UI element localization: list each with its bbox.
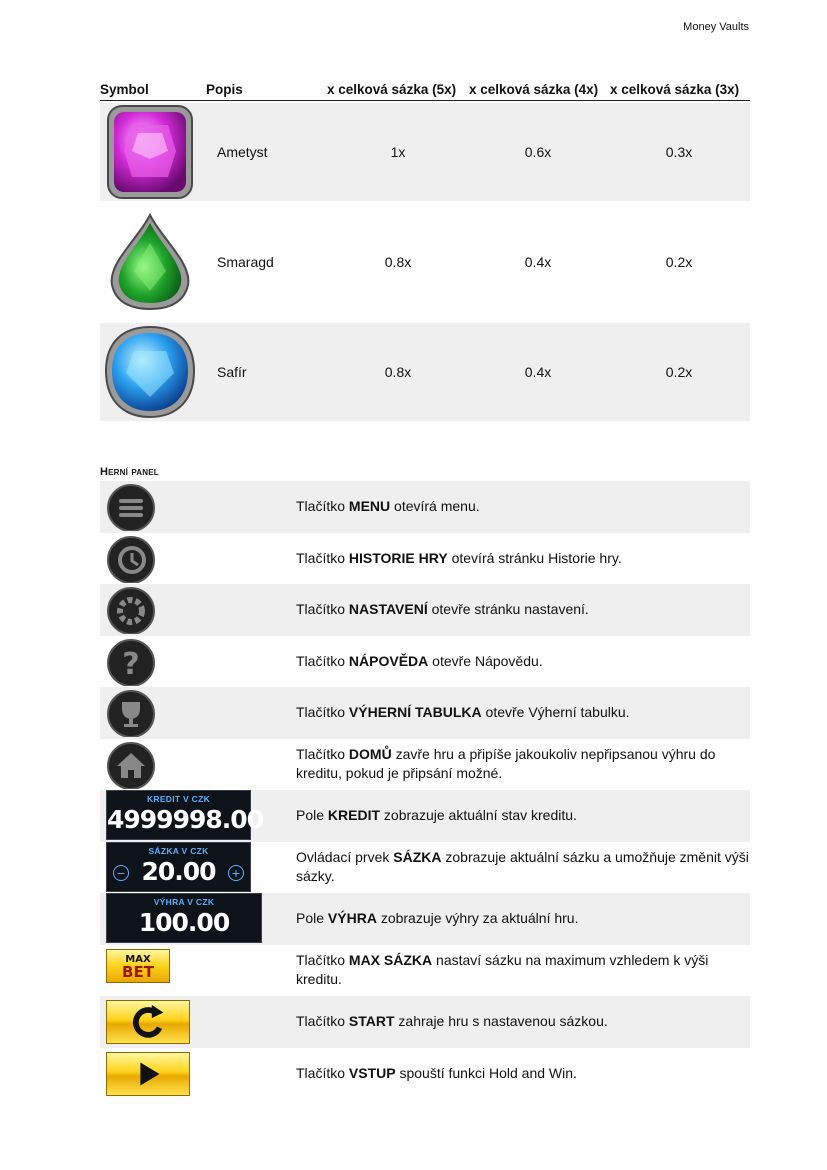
credit-value: 4999998.00 [107, 805, 264, 834]
row-description: Tlačítko HISTORIE HRY otevírá stránku Historie hry. [296, 549, 622, 566]
panel-row-maxbet [100, 945, 750, 997]
bet-plus-icon[interactable]: + [228, 865, 244, 881]
panel-row-paytable [100, 687, 750, 739]
col-4x: x celková sázka (4x) [469, 82, 599, 97]
payout-3x: 0.3x [665, 144, 693, 160]
panel-row-credit [100, 790, 750, 842]
row-description: Tlačítko VÝHERNÍ TABULKA otevře Výherní tabulku. [296, 704, 630, 720]
panel-row-settings [100, 584, 750, 636]
home-icon [105, 741, 255, 789]
row-description: Ovládací prvek SÁZKA zobrazuje aktuální sázku a umožňuje změnit výši sázky. [296, 848, 749, 884]
payout-5x: 1x [390, 144, 406, 160]
panel-row-menu [100, 481, 750, 533]
spin-icon [106, 1000, 190, 1044]
col-3x: x celková sázka (3x) [610, 82, 740, 97]
payout-4x: 0.4x [524, 254, 552, 270]
max-bet-line2: BET [122, 962, 154, 981]
panel-title: Herní panel [100, 466, 159, 478]
panel-row-bet [100, 842, 750, 894]
paytable-header [100, 80, 750, 101]
win-label: VÝHRA V CZK [153, 897, 215, 907]
game-panel [100, 481, 750, 1099]
row-description: Tlačítko MENU otevírá menu. [296, 498, 480, 514]
row-description: Tlačítko START zahraje hru s nastavenou sázkou. [296, 1013, 608, 1029]
col-popis: Popis [206, 82, 243, 97]
row-description: Tlačítko MAX SÁZKA nastaví sázku na maximum vzhledem k výši kreditu. [296, 951, 709, 987]
bet-value: 20.00 [141, 856, 216, 886]
max-bet-icon [106, 949, 170, 983]
play-icon [106, 1052, 190, 1096]
win-display [106, 893, 262, 943]
row-description: Pole VÝHRA zobrazuje výhry za aktuální hru. [296, 910, 579, 926]
svg-text:?: ? [122, 646, 140, 682]
emerald-gem-icon [102, 213, 198, 311]
payout-5x: 0.8x [384, 364, 412, 380]
max-bet-line1: MAX [125, 953, 151, 965]
bet-display [106, 842, 251, 892]
paytable-row-ametyst [100, 103, 750, 201]
trophy-icon [105, 689, 255, 737]
panel-row-history [100, 533, 750, 585]
panel-row-home [100, 739, 750, 791]
panel-row-enter [100, 1048, 750, 1100]
credit-display [106, 790, 264, 840]
gear-icon [105, 586, 255, 634]
bet-minus-icon[interactable]: − [113, 865, 129, 881]
paytable [100, 80, 750, 421]
col-symbol: Symbol [100, 82, 149, 97]
col-5x: x celková sázka (5x) [327, 82, 457, 97]
row-description: Pole KREDIT zobrazuje aktuální stav kreditu. [296, 807, 577, 823]
win-value: 100.00 [138, 908, 230, 937]
paytable-row-smaragd [100, 213, 750, 311]
sapphire-gem-icon [102, 323, 198, 421]
amethyst-gem-icon [102, 103, 198, 201]
paytable-row-safir [100, 323, 750, 421]
document-header: Money Vaults [683, 21, 749, 33]
credit-label: KREDIT V CZK [146, 794, 211, 804]
payout-3x: 0.2x [665, 254, 693, 270]
row-description: Tlačítko DOMŮ zavře hru a připíše jakoukoliv nepřipsanou výhru do kreditu, pokud je připsání možné. [296, 745, 716, 781]
row-description: Tlačítko NASTAVENÍ otevře stránku nastavení. [296, 601, 589, 617]
panel-row-start [100, 996, 750, 1048]
payout-4x: 0.6x [524, 144, 552, 160]
payout-5x: 0.8x [384, 254, 412, 270]
panel-row-win [100, 893, 750, 945]
symbol-name: Safír [217, 364, 247, 380]
panel-row-help [100, 636, 750, 688]
history-icon [105, 535, 255, 583]
symbol-name: Smaragd [217, 254, 274, 270]
row-description: Tlačítko VSTUP spouští funkci Hold and Win. [296, 1064, 577, 1081]
payout-3x: 0.2x [665, 364, 693, 380]
row-description: Tlačítko NÁPOVĚDA otevře Nápovědu. [296, 652, 543, 669]
menu-icon [105, 483, 255, 531]
bet-label: SÁZKA V CZK [148, 845, 209, 856]
help-icon [105, 638, 255, 686]
payout-4x: 0.4x [524, 364, 552, 380]
symbol-name: Ametyst [217, 144, 268, 160]
